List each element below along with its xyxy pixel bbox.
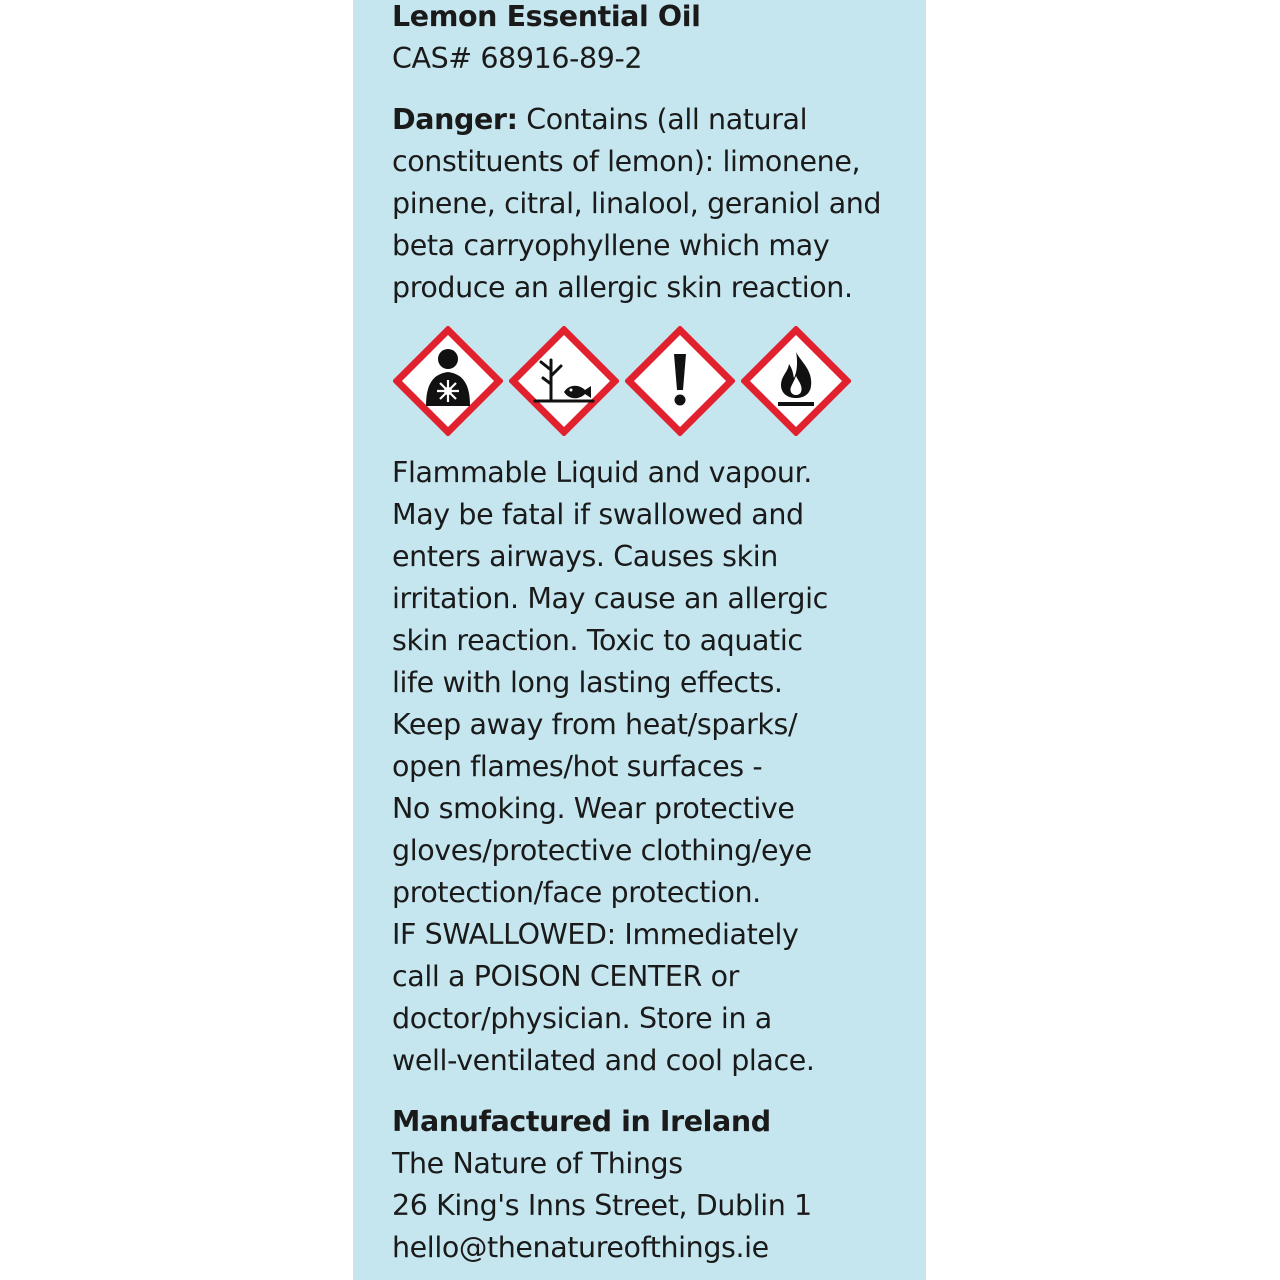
product-header [392,0,912,80]
hazard-line: skin reaction. Toxic to aquatic [392,624,803,657]
hazard-line: gloves/protective clothing/eye [392,834,812,867]
hazard-line: May be fatal if swallowed and [392,498,804,531]
hazard-line: Keep away from heat/sparks/ [392,708,798,741]
hazard-line: open flames/hot surfaces - [392,750,763,783]
company-address: 26 King's Inns Street, Dublin 1 [392,1189,812,1222]
hazard-statements [392,452,912,1082]
hazard-line: Flammable Liquid and vapour. [392,456,812,489]
hazard-line: call a POISON CENTER or [392,960,739,993]
hazard-line: No smoking. Wear protective [392,792,795,825]
environment-hazard-icon [509,326,619,436]
exclamation-mark-icon [625,326,735,436]
hazard-line: protection/face protection. [392,876,761,909]
ghs-pictograms [393,326,853,436]
hazard-line: enters airways. Causes skin [392,540,778,573]
hazard-line: irritation. May cause an allergic [392,582,828,615]
label-panel [353,0,926,1280]
danger-line: produce an allergic skin reaction. [392,271,853,304]
health-hazard-icon [393,326,503,436]
company-email: hello@thenatureofthings.ie [392,1231,769,1264]
flame-icon [741,326,851,436]
company-name: The Nature of Things [392,1147,683,1180]
manufacturer-info [392,1101,912,1269]
hazard-line: IF SWALLOWED: Immediately [392,918,799,951]
danger-label: Danger: [392,103,518,136]
hazard-line: life with long lasting effects. [392,666,783,699]
manufacturer-heading: Manufactured in Ireland [392,1105,771,1138]
cas-number: CAS# 68916-89-2 [392,42,643,75]
danger-line: beta carryophyllene which may [392,229,830,262]
hazard-line: doctor/physician. Store in a [392,1002,772,1035]
product-name: Lemon Essential Oil [392,0,701,33]
danger-statement [392,99,912,309]
danger-line: constituents of lemon): limonene, [392,145,861,178]
danger-line: Contains (all natural [517,103,808,136]
hazard-line: well-ventilated and cool place. [392,1044,815,1077]
danger-line: pinene, citral, linalool, geraniol and [392,187,882,220]
